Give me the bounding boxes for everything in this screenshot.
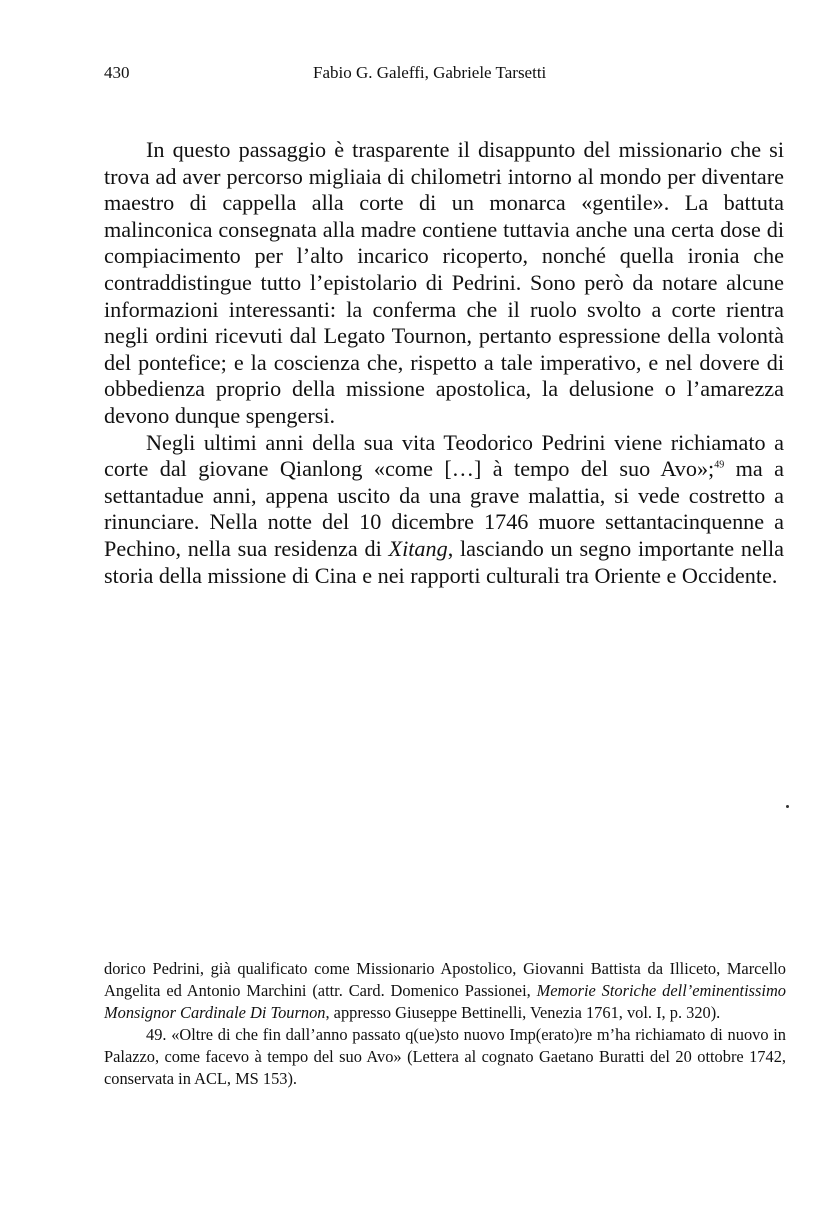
footnote-continuation	[104, 958, 786, 1024]
paragraph-2-italic-term: Xitang	[388, 535, 448, 561]
footnote-cont-part-a: dorico Pedrini, già qualificato come Missionario Apostolico, Giovanni Battista da Illiceto, Marcello Angelita ed Antonio Marchini (attr. Card. Domenico Passionei,	[104, 959, 786, 1001]
footnote-49: 49. «Oltre di che fin dall’anno passato q(ue)sto nuovo Imp(erato)re m’ha richiamato di nuovo in Palazzo, come facevo à tempo del suo Avo» (Lettera al cognato Gaetano Buratti del 20 ottobre 1742, conservata in ACL, MS 153).	[104, 1025, 786, 1089]
page-header	[104, 63, 784, 91]
footnote-cont-italic-title: Memorie Storiche dell’eminentissimo Monsignor Cardinale Di Tournon	[104, 981, 786, 1023]
running-head: Fabio G. Galeffi, Gabriele Tarsetti	[313, 63, 547, 82]
footnote-cont-part-b: , appresso Giuseppe Bettinelli, Venezia 1761, vol. I, p. 320).	[325, 1003, 721, 1023]
main-text	[104, 137, 784, 589]
footnote-ref-49[interactable]: 49	[714, 459, 725, 471]
paragraph-2-part-a: Negli ultimi anni della sua vita Teodorico Pedrini viene richiamato a corte dal giovane Qianlong «come […] à tempo del suo Avo»;	[104, 429, 784, 482]
paragraph-2-part-b: ma a settantadue anni, appena uscito da una grave malattia, si vede costretto a rinunciare. Nella notte del 10 dicembre 1746 muore settantacinquenne a Pechino, nella sua residenza di	[104, 456, 784, 561]
footnotes	[104, 958, 786, 1091]
paragraph-2	[104, 430, 784, 590]
stray-dot-mark	[786, 805, 789, 808]
paragraph-1: In questo passaggio è trasparente il disappunto del missionario che si trova ad aver percorso migliaia di chilometri intorno al mondo per diventare maestro di cappella alla corte di un monarca «gentile». La battuta malinconica consegnata alla madre contiene tuttavia anche una certa dose di compiacimento per l’alto incarico ricoperto, nonché quella ironia che contraddistingue tutto l’epistolario di Pedrini. Sono però da notare alcune informazioni interessanti: la conferma che il ruolo svolto a corte rientra negli ordini ricevuti dal Legato Tournon, pertanto espressione della volontà del pontefice; e la coscienza che, rispetto a tale imperativo, e nel dovere di obbedienza proprio della missione apostolica, la delusione o l’amarezza devono dunque spengersi.	[104, 137, 784, 428]
paragraph-2-part-c: , lasciando un segno importante nella storia della missione di Cina e nei rapporti culturali tra Oriente e Occidente.	[104, 535, 784, 588]
page-number: 430	[104, 63, 130, 82]
